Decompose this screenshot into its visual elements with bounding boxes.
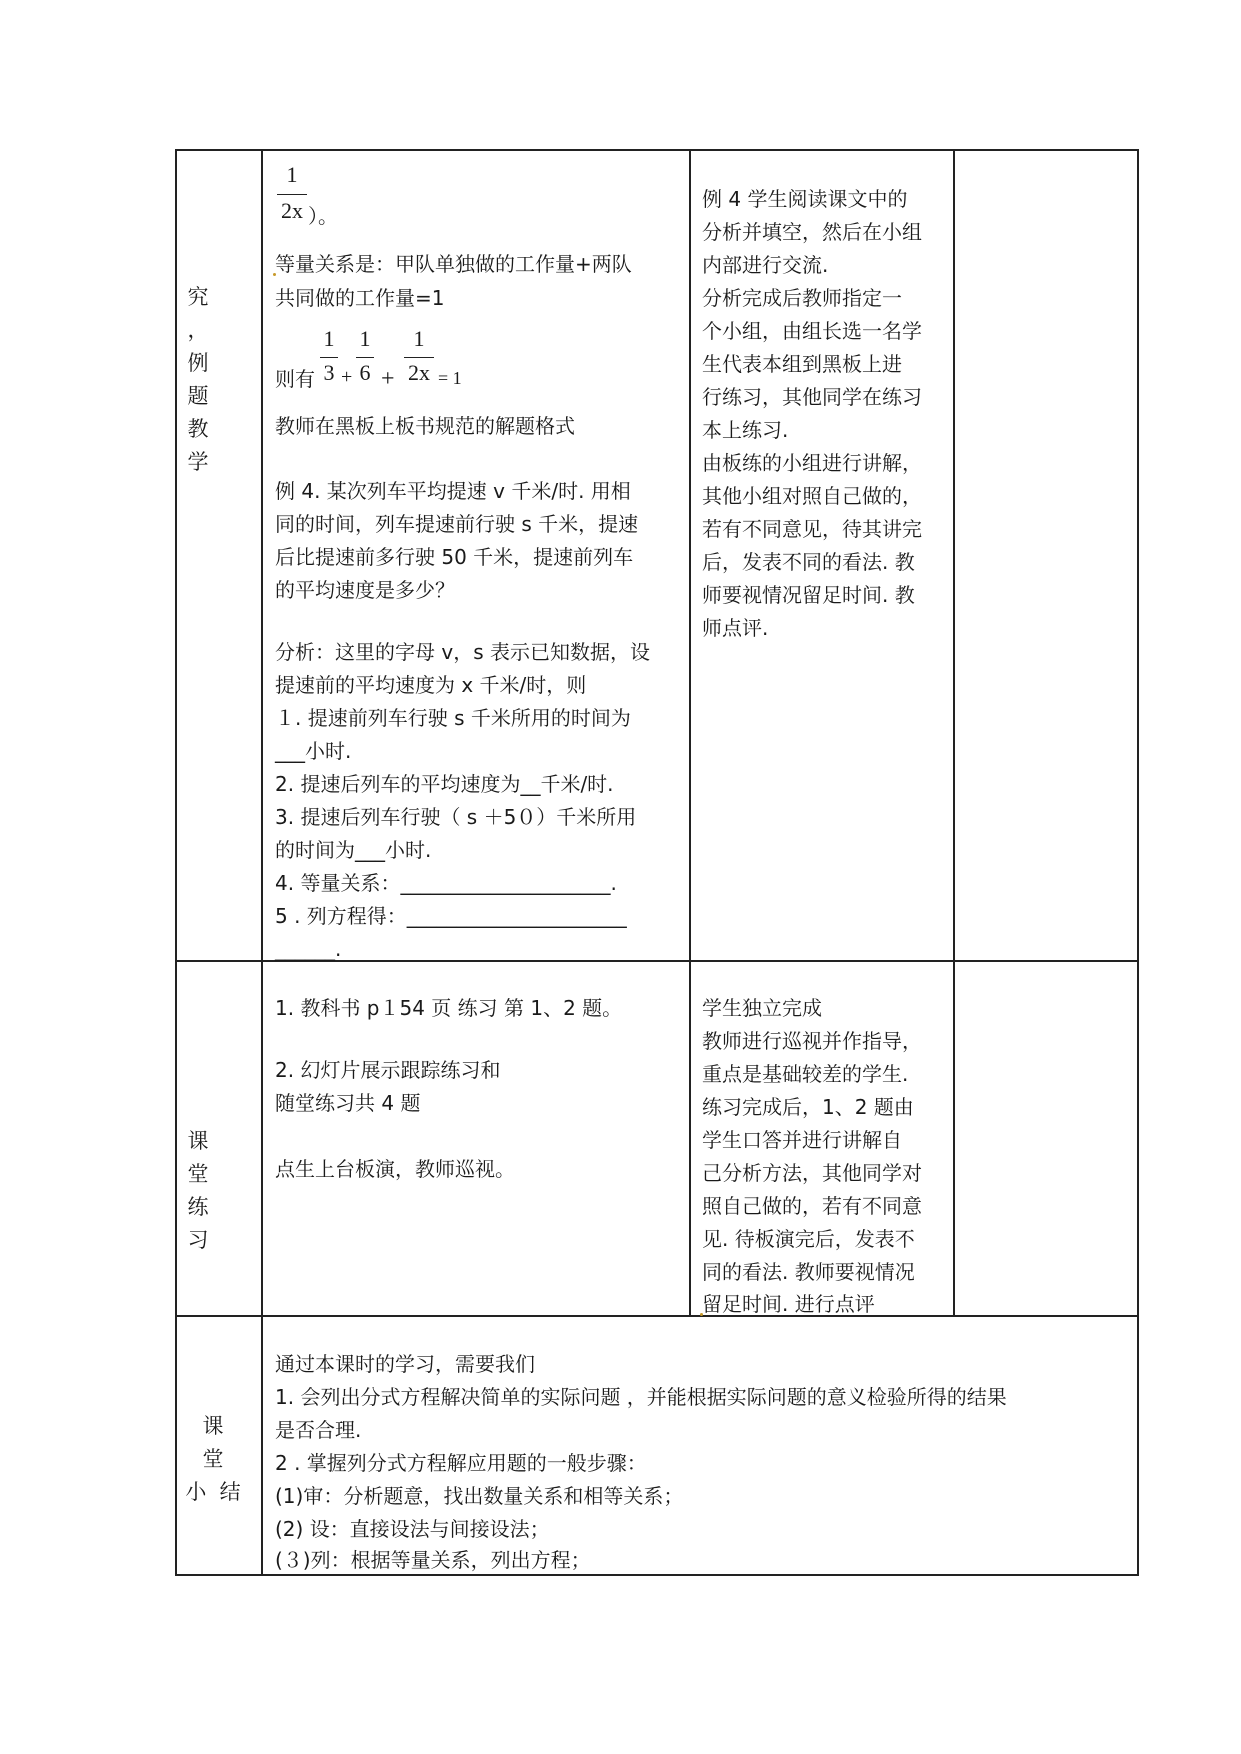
activity-line: 若有不同意见，待其讲完 xyxy=(702,517,922,541)
analysis-line: 提速前的平均速度为 x 千米/时，则 xyxy=(275,673,587,697)
analysis-line: ___小时. xyxy=(275,739,352,763)
activity-line: 其他小组对照自己做的， xyxy=(702,484,922,508)
row-label-classroom-summary: 课 堂 小 结 xyxy=(185,1414,241,1504)
activity-line: 内部进行交流. xyxy=(702,253,829,277)
row-label-classroom-practice: 课 堂 练 习 xyxy=(187,1129,209,1252)
summary-line: (３)列：根据等量关系，列出方程； xyxy=(275,1548,591,1572)
summary-line: 通过本课时的学习，需要我们 xyxy=(275,1352,535,1376)
practice-activity-line: 学生独立完成 xyxy=(702,996,822,1020)
column-divider-notes xyxy=(953,149,955,1316)
table-border-left xyxy=(175,149,177,1576)
activity-line: 由板练的小组进行讲解， xyxy=(702,451,922,475)
example-4-line: 例 4. 某次列车平均提速 v 千米/时. 用相 xyxy=(275,479,631,503)
example-4-line: 的平均速度是多少？ xyxy=(275,578,455,602)
summary-line: 1. 会列出分式方程解决简单的实际问题 ，并能根据实际问题的意义检验所得的结果 xyxy=(275,1385,1007,1409)
row-divider-2 xyxy=(175,1315,1138,1317)
fraction-one-third: 1 3 xyxy=(320,326,338,390)
practice-activity-line: 练习完成后，1、2 题由 xyxy=(702,1095,914,1119)
activity-line: 行练习，其他同学在练习 xyxy=(702,385,922,409)
fraction-tail: ）。 xyxy=(308,204,338,228)
analysis-line: 3. 提速后列车行驶（ s ＋5０）千米所用 xyxy=(275,805,637,829)
practice-line: 1. 教科书 p１54 页 练习 第 1、2 题。 xyxy=(275,996,623,1020)
summary-line: (2) 设：直接设法与间接设法； xyxy=(275,1517,550,1541)
fraction-one-over-2x-eq: 1 2x xyxy=(404,326,434,390)
fraction-one-over-2x: 1 2x xyxy=(277,162,307,230)
practice-line: 随堂练习共 4 题 xyxy=(275,1091,421,1115)
table-border-top xyxy=(175,149,1138,151)
analysis-line: 5 . 列方程得：______________________ xyxy=(275,904,627,928)
row-label-example-teaching: 究 ， 例 题 教 学 xyxy=(187,285,209,474)
summary-line: 2 . 掌握列分式方程解应用题的一般步骤： xyxy=(275,1451,647,1475)
practice-activity-line: 重点是基础较差的学生. xyxy=(702,1062,909,1086)
activity-line: 个小组，由组长选一名学 xyxy=(702,319,922,343)
plus-sign: + xyxy=(341,366,353,388)
practice-activity-line: 学生口答并进行讲解自 xyxy=(702,1128,902,1152)
analysis-line: 分析：这里的字母 v，s 表示已知数据，设 xyxy=(275,640,650,664)
analysis-line: 4. 等量关系：_____________________. xyxy=(275,871,617,895)
summary-line: (1)审：分析题意，找出数量关系和相等关系； xyxy=(275,1484,684,1508)
summary-line: 是否合理. xyxy=(275,1418,362,1442)
column-divider-activity xyxy=(689,149,691,1316)
fraction-one-sixth: 1 6 xyxy=(356,326,374,390)
activity-line: 本上练习. xyxy=(702,418,789,442)
analysis-line: １. 提速前列车行驶 s 千米所用的时间为 xyxy=(275,706,631,730)
analysis-line: 的时间为___小时. xyxy=(275,838,432,862)
practice-activity-line: 教师进行巡视并作指导， xyxy=(702,1029,922,1053)
plus-sign: + xyxy=(381,366,395,392)
practice-activity-line: 同的看法. 教师要视情况 xyxy=(702,1260,915,1284)
equals-one: = 1 xyxy=(438,368,462,388)
activity-line: 例 4 学生阅读课文中的 xyxy=(702,187,908,211)
practice-activity-line: 见. 待板演完后，发表不 xyxy=(702,1227,915,1251)
practice-line: 点生上台板演，教师巡视。 xyxy=(275,1157,515,1181)
analysis-line: 2. 提速后列车的平均速度为__千米/时. xyxy=(275,772,614,796)
activity-line: 分析并填空，然后在小组 xyxy=(702,220,922,244)
example-4-line: 后比提速前多行驶 50 千米，提速前列车 xyxy=(275,545,634,569)
practice-line: 2. 幻灯片展示跟踪练习和 xyxy=(275,1058,501,1082)
column-divider-label xyxy=(261,149,263,1576)
activity-line: 师点评. xyxy=(702,616,769,640)
practice-activity-line: 留足时间. 进行点评 xyxy=(702,1292,875,1316)
table-border-right xyxy=(1137,149,1139,1576)
activity-line: 分析完成后教师指定一 xyxy=(702,286,902,310)
practice-activity-line: 照自己做的，若有不同意 xyxy=(702,1194,922,1218)
practice-activity-line: 己分析方法，其他同学对 xyxy=(702,1161,922,1185)
relation-text-line2: 共同做的工作量=1 xyxy=(275,286,445,310)
activity-line: 师要视情况留足时间. 教 xyxy=(702,583,915,607)
example-4-line: 同的时间，列车提速前行驶 s 千米，提速 xyxy=(275,512,639,536)
activity-line: 后，发表不同的看法. 教 xyxy=(702,550,915,574)
analysis-line: ______. xyxy=(275,937,342,961)
activity-line: 生代表本组到黑板上进 xyxy=(702,352,902,376)
equation-prefix: 则有 xyxy=(275,367,315,391)
teacher-note: 教师在黑板上板书规范的解题格式 xyxy=(275,414,575,438)
relation-text-line1: 等量关系是：甲队单独做的工作量+两队 xyxy=(275,252,632,276)
